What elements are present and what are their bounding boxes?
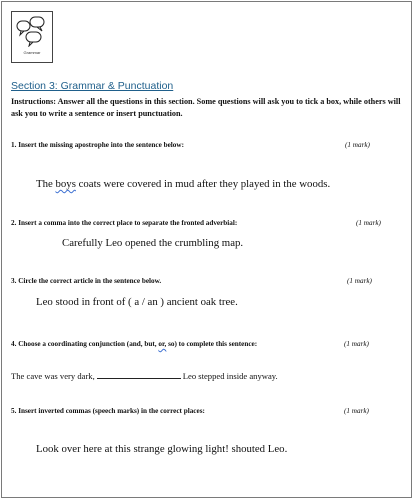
question-2-sentence[interactable]: Carefully Leo opened the crumbling map. bbox=[62, 237, 244, 249]
sentence-part: coats were covered in mud after they played in the woods. bbox=[75, 178, 331, 190]
question-1-prompt: 1. Insert the missing apostrophe into the sentence below: bbox=[11, 141, 184, 149]
question-5-prompt: 5. Insert inverted commas (speech marks) in the correct places: bbox=[11, 407, 205, 415]
question-2-mark: (1 mark) bbox=[356, 219, 381, 227]
spellcheck-flagged-word: boys bbox=[55, 178, 76, 190]
question-4-prompt bbox=[11, 340, 257, 348]
answer-blank-line[interactable] bbox=[97, 378, 181, 379]
question-5-sentence[interactable]: Look over here at this strange glowing light! shouted Leo. bbox=[36, 443, 288, 455]
section-title: Section 3: Grammar & Punctuation bbox=[11, 80, 174, 92]
spellcheck-flagged-word: or, bbox=[158, 340, 167, 348]
prompt-part: so) to complete this sentence: bbox=[166, 340, 258, 348]
question-4-sentence bbox=[11, 371, 278, 381]
question-3-sentence[interactable]: Leo stood in front of ( a / an ) ancient oak tree. bbox=[36, 296, 238, 308]
grammar-logo bbox=[11, 11, 53, 63]
question-5-mark: (1 mark) bbox=[344, 407, 369, 415]
sentence-part: Leo stepped inside anyway. bbox=[182, 371, 278, 381]
sentence-part: The cave was very dark, bbox=[11, 371, 95, 381]
question-4-mark: (1 mark) bbox=[344, 340, 369, 348]
question-3-prompt: 3. Circle the correct article in the sentence below. bbox=[11, 277, 162, 285]
section-instructions: Instructions: Answer all the questions in this section. Some questions will ask you to tick a box, while others will ask you to write a sentence or insert punctuation. bbox=[11, 97, 401, 118]
sentence-part: The bbox=[36, 178, 56, 190]
question-1-mark: (1 mark) bbox=[345, 141, 370, 149]
question-1-sentence[interactable] bbox=[36, 178, 330, 190]
prompt-part: 4. Choose a coordinating conjunction (and, but, bbox=[11, 340, 159, 348]
page-border bbox=[1, 1, 412, 498]
question-3-mark: (1 mark) bbox=[347, 277, 372, 285]
speech-bubbles-icon bbox=[15, 15, 49, 47]
logo-label: Grammar bbox=[23, 50, 41, 55]
question-2-prompt: 2. Insert a comma into the correct place to separate the fronted adverbial: bbox=[11, 219, 238, 227]
